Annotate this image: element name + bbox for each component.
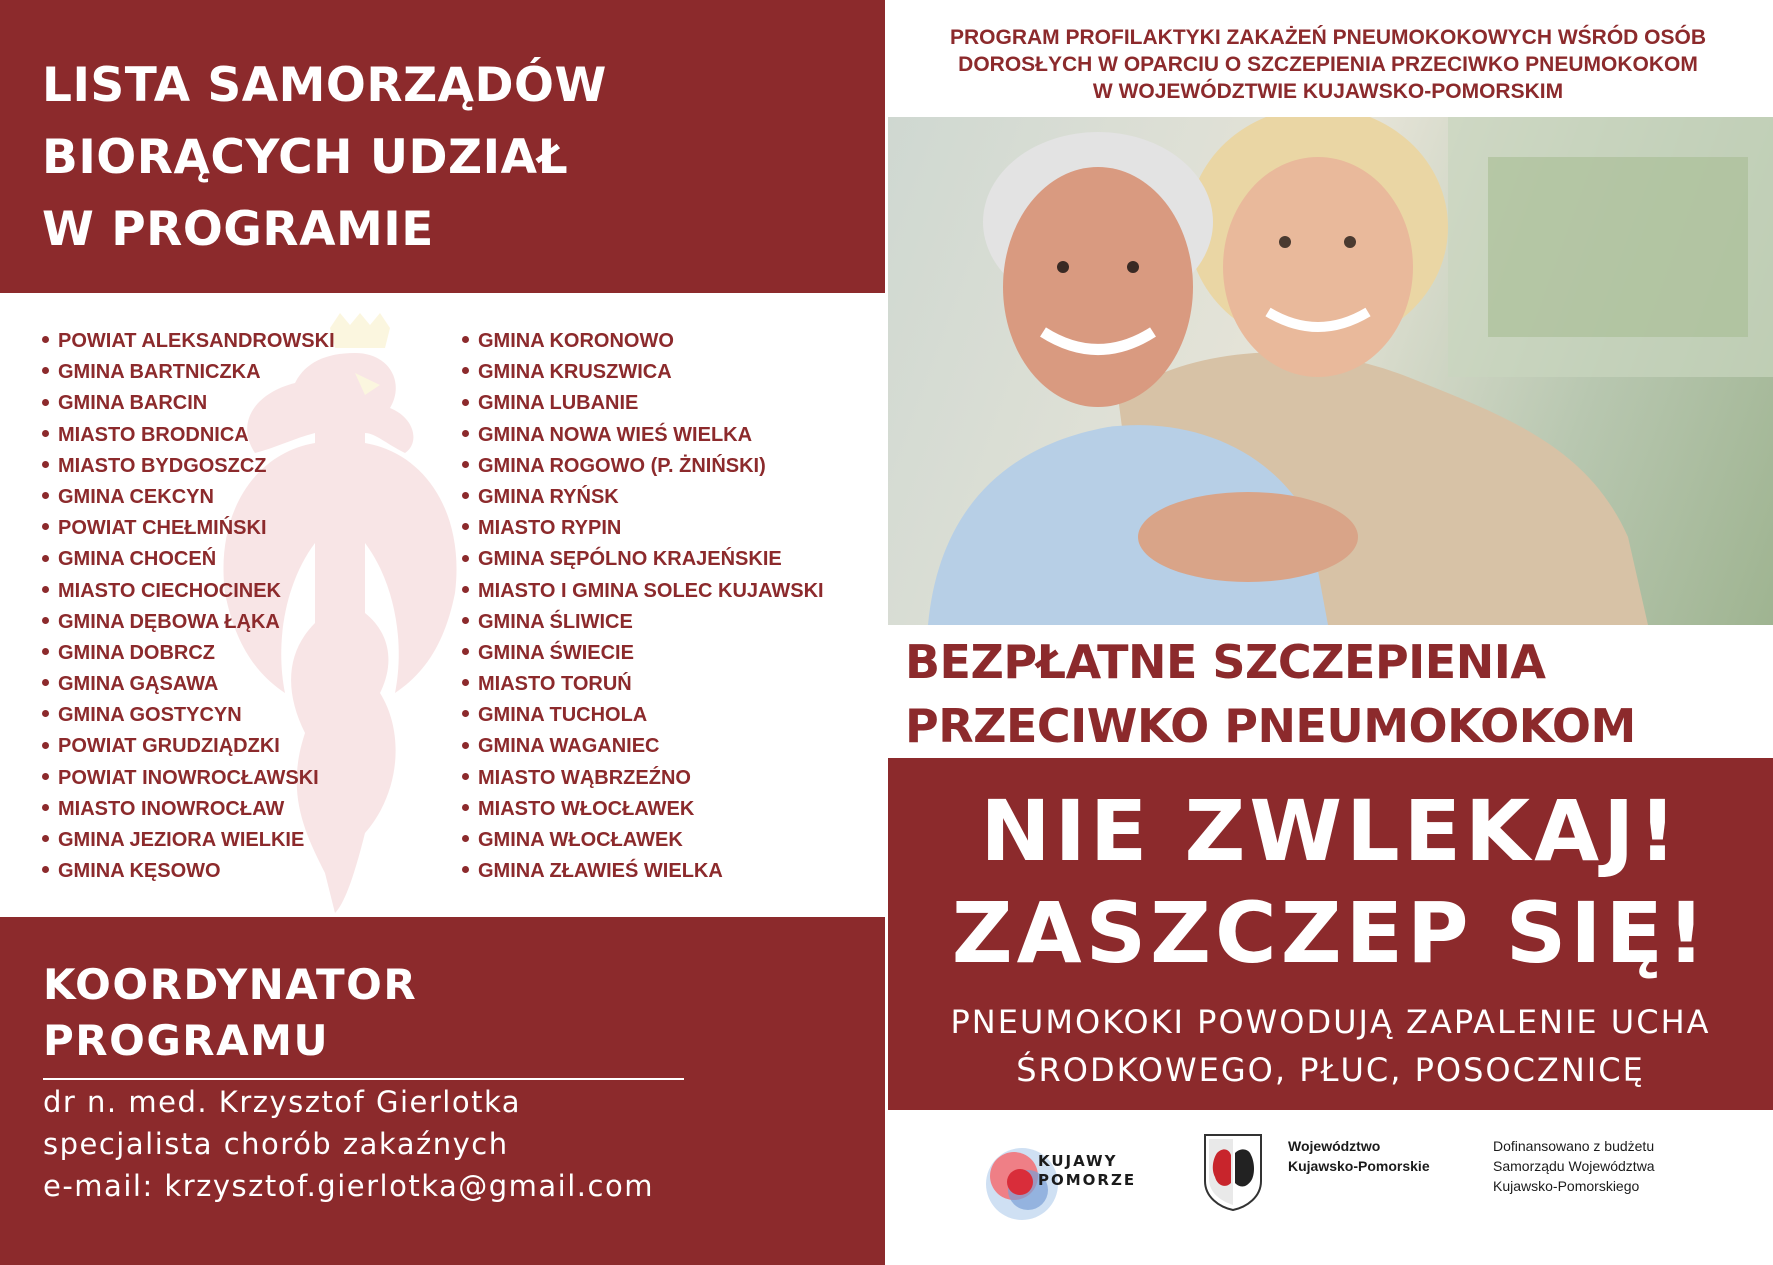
- senior-couple-photo: [888, 117, 1773, 625]
- bullet-icon: [462, 742, 469, 749]
- list-title-line: LISTA SAMORZĄDÓW: [42, 58, 607, 113]
- list-item: GMINA KRUSZWICA: [462, 357, 824, 388]
- disease-info: [888, 998, 1773, 1094]
- bullet-icon: [42, 367, 49, 374]
- bullet-icon: [462, 336, 469, 343]
- list-item: GMINA CHOCEŃ: [42, 544, 335, 575]
- call-to-action-panel: [888, 758, 1773, 1110]
- cta-line: ZASZCZEP SIĘ!: [951, 884, 1710, 982]
- program-header-line: PROGRAM PROFILAKTYKI ZAKAŻEŃ PNEUMOKOKOWYCH WŚRÓD OSÓB: [950, 26, 1706, 49]
- list-item: POWIAT CHEŁMIŃSKI: [42, 513, 335, 544]
- bullet-icon: [42, 679, 49, 686]
- list-title-line: BIORĄCYCH UDZIAŁ: [42, 130, 569, 185]
- coordinator-name: dr n. med. Krzysztof Gierlotka: [43, 1085, 522, 1119]
- list-item: GMINA ZŁAWIEŚ WIELKA: [462, 856, 824, 887]
- cta-line: NIE ZWLEKAJ!: [980, 782, 1681, 880]
- list-item: GMINA ŚLIWICE: [462, 607, 824, 638]
- bullet-icon: [42, 430, 49, 437]
- bullet-icon: [462, 430, 469, 437]
- list-item: GMINA KĘSOWO: [42, 856, 335, 887]
- list-item: GMINA GĄSAWA: [42, 669, 335, 700]
- bullet-icon: [42, 773, 49, 780]
- bullet-icon: [42, 461, 49, 468]
- coordinator-title: [43, 957, 417, 1069]
- disease-info-line: PNEUMOKOKI POWODUJĄ ZAPALENIE UCHA: [950, 1003, 1711, 1041]
- list-item: GMINA LUBANIE: [462, 388, 824, 419]
- list-item: GMINA BARTNICZKA: [42, 357, 335, 388]
- bullet-icon: [462, 804, 469, 811]
- program-header-line: DOROSŁYCH W OPARCIU O SZCZEPIENIA PRZECIWKO PNEUMOKOKOM: [958, 53, 1698, 76]
- list-item: GMINA WŁOCŁAWEK: [462, 825, 824, 856]
- coordinator-title-line: KOORDYNATOR: [43, 960, 418, 1009]
- bullet-icon: [462, 523, 469, 530]
- list-title: [42, 50, 607, 266]
- list-item: POWIAT INOWROCŁAWSKI: [42, 763, 335, 794]
- list-item: GMINA NOWA WIEŚ WIELKA: [462, 420, 824, 451]
- bullet-icon: [462, 648, 469, 655]
- bullet-icon: [42, 804, 49, 811]
- divider: [43, 1078, 684, 1080]
- bullet-icon: [42, 492, 49, 499]
- list-item: MIASTO I GMINA SOLEC KUJAWSKI: [462, 576, 824, 607]
- call-to-action: [888, 780, 1773, 984]
- list-item: GMINA ROGOWO (P. ŻNIŃSKI): [462, 451, 824, 482]
- list-item: POWIAT ALEKSANDROWSKI: [42, 326, 335, 357]
- bullet-icon: [462, 773, 469, 780]
- senior-couple-illustration-icon: [888, 117, 1773, 625]
- list-item: GMINA SĘPÓLNO KRAJEŃSKIE: [462, 544, 824, 575]
- list-item: MIASTO WĄBRZEŹNO: [462, 763, 824, 794]
- bullet-icon: [462, 492, 469, 499]
- list-title-line: W PROGRAMIE: [42, 202, 434, 257]
- list-item: GMINA TUCHOLA: [462, 700, 824, 731]
- list-item: GMINA DĘBOWA ŁĄKA: [42, 607, 335, 638]
- list-item: GMINA DOBRCZ: [42, 638, 335, 669]
- coordinator-panel: [0, 917, 885, 1265]
- voivodeship-name: Województwo Kujawsko-Pomorskie: [1288, 1138, 1430, 1174]
- list-item: MIASTO RYPIN: [462, 513, 824, 544]
- municipality-list-panel: [0, 293, 885, 917]
- list-item: POWIAT GRUDZIĄDZKI: [42, 731, 335, 762]
- headline-line: PRZECIWKO PNEUMOKOKOM: [905, 699, 1636, 753]
- funding-note: Dofinansowano z budżetu Samorządu Województwa Kujawsko-Pomorskiego: [1493, 1138, 1655, 1194]
- program-header-line: W WOJEWÓDZTWIE KUJAWSKO-POMORSKIM: [1092, 80, 1564, 103]
- list-item: MIASTO TORUŃ: [462, 669, 824, 700]
- list-item: MIASTO BYDGOSZCZ: [42, 451, 335, 482]
- list-item: MIASTO WŁOCŁAWEK: [462, 794, 824, 825]
- list-item: GMINA GOSTYCYN: [42, 700, 335, 731]
- bullet-icon: [42, 710, 49, 717]
- list-item: MIASTO BRODNICA: [42, 420, 335, 451]
- program-header: [888, 24, 1768, 105]
- logos-footer: [888, 1110, 1773, 1265]
- coordinator-role: specjalista chorób zakaźnych: [43, 1127, 509, 1161]
- list-item: GMINA BARCIN: [42, 388, 335, 419]
- bullet-icon: [42, 617, 49, 624]
- list-item: GMINA CEKCYN: [42, 482, 335, 513]
- coordinator-email[interactable]: e-mail: krzysztof.gierlotka@gmail.com: [43, 1169, 654, 1203]
- bullet-icon: [42, 866, 49, 873]
- bullet-icon: [42, 399, 49, 406]
- bullet-icon: [462, 461, 469, 468]
- bullet-icon: [42, 555, 49, 562]
- bullet-icon: [42, 523, 49, 530]
- list-item: GMINA WAGANIEC: [462, 731, 824, 762]
- bullet-icon: [462, 367, 469, 374]
- kujawy-pomorze-logo-text: KUJAWY POMORZE: [1038, 1152, 1137, 1189]
- municipality-list-column-1: [42, 326, 335, 887]
- bullet-icon: [462, 679, 469, 686]
- headline-line: BEZPŁATNE SZCZEPIENIA: [905, 635, 1546, 689]
- bullet-icon: [42, 336, 49, 343]
- bullet-icon: [42, 835, 49, 842]
- bullet-icon: [42, 742, 49, 749]
- bullet-icon: [462, 617, 469, 624]
- headline: [905, 630, 1636, 758]
- bullet-icon: [462, 866, 469, 873]
- bullet-icon: [462, 835, 469, 842]
- list-item: MIASTO INOWROCŁAW: [42, 794, 335, 825]
- list-item: GMINA ŚWIECIE: [462, 638, 824, 669]
- municipality-list-column-2: [462, 326, 824, 887]
- bullet-icon: [42, 586, 49, 593]
- voivodeship-crest-icon: [1203, 1133, 1263, 1211]
- coordinator-title-line: PROGRAMU: [43, 1016, 330, 1065]
- bullet-icon: [462, 710, 469, 717]
- disease-info-line: ŚRODKOWEGO, PŁUC, POSOCZNICĘ: [1016, 1051, 1645, 1089]
- list-item: MIASTO CIECHOCINEK: [42, 576, 335, 607]
- bullet-icon: [42, 648, 49, 655]
- list-item: GMINA RYŃSK: [462, 482, 824, 513]
- bullet-icon: [462, 399, 469, 406]
- list-header-panel: [0, 0, 885, 293]
- bullet-icon: [462, 586, 469, 593]
- bullet-icon: [462, 555, 469, 562]
- list-item: GMINA JEZIORA WIELKIE: [42, 825, 335, 856]
- list-item: GMINA KORONOWO: [462, 326, 824, 357]
